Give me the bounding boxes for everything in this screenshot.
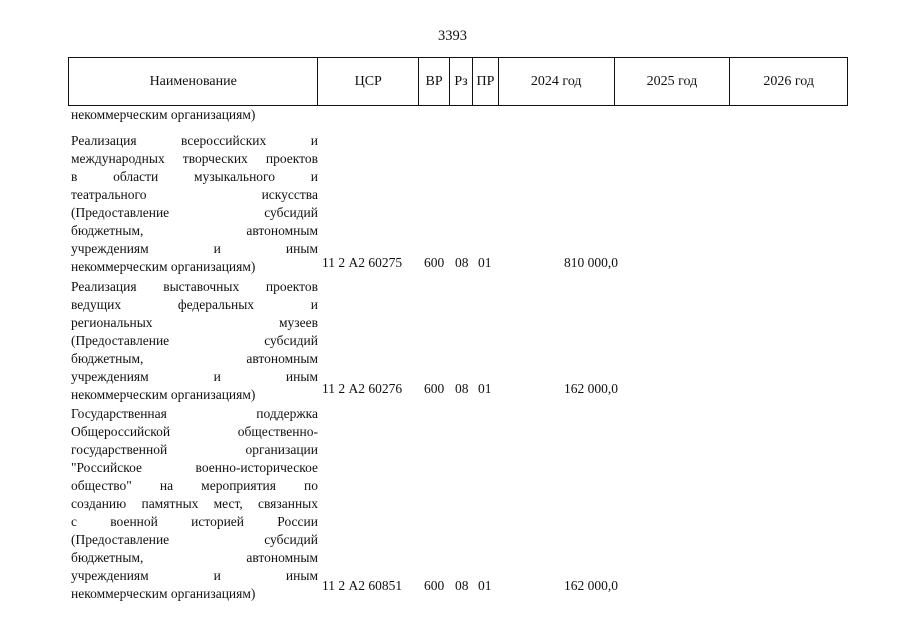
name-line: театрального искусства	[71, 187, 318, 202]
row-rz: 08	[455, 255, 469, 270]
name-line: государственной организации	[71, 442, 318, 457]
name-line: учреждениям и иным	[71, 568, 318, 583]
name-line: бюджетным, автономным	[71, 550, 318, 565]
row-name	[71, 132, 318, 276]
header-rz: Рз	[450, 58, 473, 105]
name-line: учреждениям и иным	[71, 369, 318, 384]
name-line: ведущих федеральных и	[71, 297, 318, 312]
row-amount-2024: 810 000,0	[564, 255, 618, 270]
name-line: (Предоставление субсидий	[71, 333, 318, 348]
name-line: (Предоставление субсидий	[71, 205, 318, 220]
row-name	[71, 278, 318, 404]
row-csr: 11 2 А2 60275	[322, 255, 403, 270]
row-pr: 01	[478, 381, 492, 396]
name-line: Реализация всероссийских и	[71, 133, 318, 148]
header-2026: 2026 год	[763, 73, 814, 89]
header-csr: ЦСР	[318, 58, 419, 105]
name-line: международных творческих проектов	[71, 151, 318, 166]
name-line: в области музыкального и	[71, 169, 318, 184]
name-line: региональных музеев	[71, 315, 318, 330]
row-vr: 600	[424, 578, 445, 593]
row-rz: 08	[455, 578, 469, 593]
table-header	[68, 57, 848, 106]
name-line: некоммерческим организациям)	[71, 387, 256, 402]
name-line: некоммерческим организациям)	[71, 259, 256, 274]
page-number: 3393	[438, 28, 467, 44]
row-csr: 11 2 А2 60851	[322, 578, 403, 593]
header-2024: 2024 год	[499, 58, 615, 105]
name-line: общество" на мероприятия по	[71, 478, 318, 493]
name-line: "Российское военно-историческое	[71, 460, 318, 475]
name-line: с военной историей России	[71, 514, 318, 529]
name-line: некоммерческим организациям)	[71, 107, 256, 122]
header-pr: ПР	[473, 58, 499, 105]
row-pr: 01	[478, 255, 492, 270]
row-amount-2024: 162 000,0	[564, 578, 618, 593]
name-line: Государственная поддержка	[71, 406, 318, 421]
row-amount-2024: 162 000,0	[564, 381, 618, 396]
name-line: бюджетным, автономным	[71, 351, 318, 366]
header-name: Наименование	[69, 58, 318, 105]
name-line: созданию памятных мест, связанных	[71, 496, 318, 511]
name-line: Реализация выставочных проектов	[71, 279, 318, 294]
row-rz: 08	[455, 381, 469, 396]
name-line: Общероссийской общественно-	[71, 424, 318, 439]
header-2025: 2025 год	[615, 58, 731, 105]
row-vr: 600	[424, 255, 445, 270]
name-line: некоммерческим организациям)	[71, 586, 256, 601]
row-name	[71, 405, 318, 603]
name-line: бюджетным, автономным	[71, 223, 318, 238]
name-line: (Предоставление субсидий	[71, 532, 318, 547]
row-pr: 01	[478, 578, 492, 593]
row-csr: 11 2 А2 60276	[322, 381, 403, 396]
continued-text	[71, 106, 318, 124]
header-vr: ВР	[419, 58, 450, 105]
name-line: учреждениям и иным	[71, 241, 318, 256]
row-vr: 600	[424, 381, 445, 396]
